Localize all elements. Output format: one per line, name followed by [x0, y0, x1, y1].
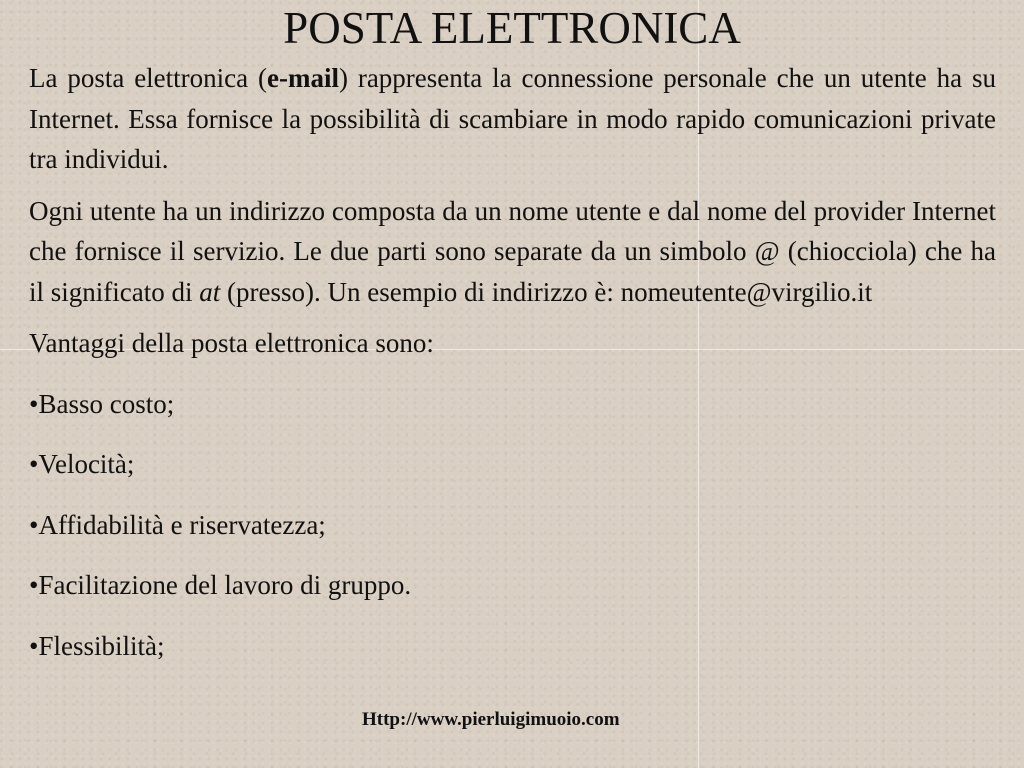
slide-content: [29, 58, 996, 686]
para1-suffix: ) rappresenta la connessione personale che un utente ha su Internet. Essa fornisce la possibilità di scambiare in modo rapido comunicazioni private tra individui.: [29, 63, 996, 174]
para2-suffix: (presso). Un esempio di indirizzo è: nomeutente@virgilio.it: [220, 276, 873, 307]
bullet-item: •Facilitazione del lavoro di gruppo.: [29, 570, 412, 600]
bullet-item: •Affidabilità e riservatezza;: [29, 509, 326, 540]
bullet-item: •Flessibilità;: [29, 630, 165, 661]
bullet-item: •Basso costo;: [29, 388, 175, 419]
slide-title: POSTA ELETTRONICA: [283, 3, 741, 53]
para2-prefix: Ogni utente ha un indirizzo composta da un nome utente e dal nome del provider Internet che fornisce il servizio. Le due parti sono separate da un simbolo @ (chiocciola) che ha il significato di: [29, 195, 996, 307]
paragraph-email-definition: [29, 58, 996, 180]
bullet-item: •Velocità;: [29, 449, 135, 479]
footer-url: Http://www.pierluigimuoio.com: [362, 709, 620, 730]
paragraph-address-explanation: [29, 191, 996, 313]
email-term: e-mail: [266, 63, 339, 93]
advantages-intro: Vantaggi della posta elettronica sono:: [29, 328, 434, 358]
para1-prefix: La posta elettronica (: [29, 63, 267, 93]
at-term: at: [199, 276, 221, 307]
